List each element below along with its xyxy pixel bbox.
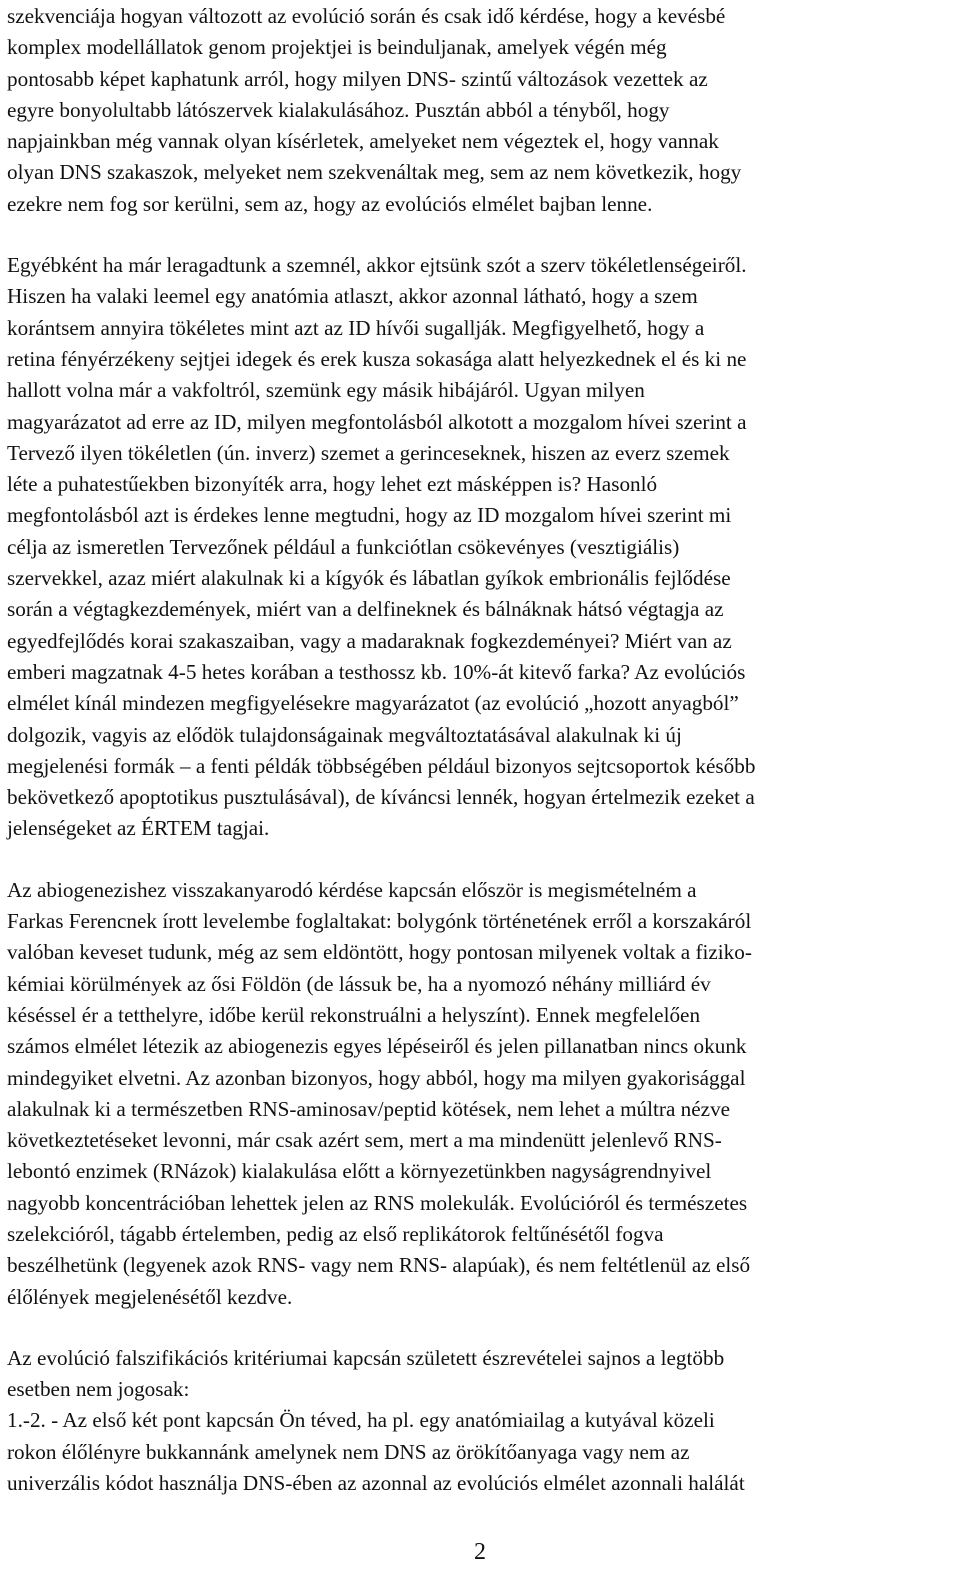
document-body [7, 1, 955, 1499]
paragraph-eye-evolution [7, 1, 955, 220]
text-line: komplex modellállatok genom projektjei is beinduljanak, amelyek végén még [7, 35, 667, 60]
text-line: esetben nem jogosak: [7, 1377, 190, 1402]
text-line: egyre bonyolultabb látószervek kialakulásához. Pusztán abból a tényből, hogy [7, 97, 670, 122]
paragraph-spacer [7, 220, 955, 250]
paragraph-falsification [7, 1343, 955, 1499]
text-line: Az abiogenezishez visszakanyarodó kérdése kapcsán először is megismételném a [7, 877, 697, 902]
text-line: megjelenési formák – a fenti példák többségében például bizonyos sejtcsoportok később [7, 753, 756, 778]
text-line: retina fényérzékeny sejtjei idegek és erek kusza sokasága alatt helyezkednek el és ki ne [7, 346, 747, 371]
text-line: egyedfejlődés korai szakaszaiban, vagy a madaraknak fogkezdeményei? Miért van az [7, 628, 732, 653]
text-line: olyan DNS szakaszok, melyeket nem szekvenáltak meg, sem az nem következik, hogy [7, 160, 742, 185]
text-line: alakulnak ki a természetben RNS-aminosav/peptid kötések, nem lehet a múltra nézve [7, 1096, 731, 1121]
text-line: mindegyiket elvetni. Az azonban bizonyos, hogy abból, hogy ma milyen gyakorisággal [7, 1065, 746, 1090]
paragraph-eye-imperfections [7, 250, 955, 845]
text-line: univerzális kódot használja DNS-ében az azonnal az evolúciós elmélet azonnali halálát [7, 1471, 745, 1496]
text-line: szervekkel, azaz miért alakulnak ki a kígyók és lábatlan gyíkok embrionális fejlődése [7, 566, 731, 591]
paragraph-spacer [7, 1313, 955, 1343]
text-line: rokon élőlényre bukkannánk amelynek nem DNS az örökítőanyaga vagy nem az [7, 1439, 690, 1464]
text-line: lebontó enzimek (RNázok) kialakulása előtt a környezetünkben nagyságrendnyivel [7, 1159, 712, 1184]
text-line: élőlények megjelenésétől kezdve. [7, 1284, 293, 1309]
text-line: Farkas Ferencnek írott levelembe foglaltakat: bolygónk történetének erről a korszakáról [7, 909, 752, 934]
text-line: következtetéseket levonni, már csak azért sem, mert a ma mindenütt jelenlevő RNS- [7, 1128, 722, 1153]
text-line: célja az ismeretlen Tervezőnek például a funkciótlan csökevényes (vesztigiális) [7, 534, 680, 559]
text-line: hallott volna már a vakfoltról, szemünk egy másik hibájáról. Ugyan milyen [7, 378, 645, 403]
text-line: Tervező ilyen tökéletlen (ún. inverz) szemet a gerinceseknek, hiszen az everz szemek [7, 440, 730, 465]
text-line: nagyobb koncentrációban lehettek jelen az RNS molekulák. Evolúcióról és természetes [7, 1190, 748, 1215]
text-line: számos elmélet létezik az abiogenezis egyes lépéseiről és jelen pillanatban nincs okunk [7, 1034, 747, 1059]
paragraph-spacer [7, 845, 955, 875]
page-number: 2 [474, 1539, 486, 1565]
text-line: beszélhetünk (legyenek azok RNS- vagy nem RNS- alapúak), és nem feltétlenül az első [7, 1253, 751, 1278]
text-line: során a végtagkezdemények, miért van a delfineknek és bálnáknak hátsó végtagja az [7, 597, 724, 622]
paragraph-abiogenesis [7, 875, 955, 1313]
text-line: Hiszen ha valaki leemel egy anatómia atlaszt, akkor azonnal látható, hogy a szem [7, 284, 698, 309]
text-line: jelenségeket az ÉRTEM tagjai. [7, 816, 270, 841]
text-line: megfontolásból azt is érdekes lenne megtudni, hogy az ID mozgalom hívei szerint mi [7, 503, 732, 528]
text-line: szelekcióról, tágabb értelemben, pedig az első replikátorok feltűnésétől fogva [7, 1221, 664, 1246]
text-line: kémiai körülmények az ősi Földön (de lássuk be, ha a nyomozó néhány milliárd év [7, 971, 711, 996]
text-line: emberi magzatnak 4-5 hetes korában a testhossz kb. 10%-át kitevő farka? Az evolúciós [7, 659, 746, 684]
text-line: elmélet kínál mindezen megfigyelésekre magyarázatot (az evolúció „hozott anyagból” [7, 691, 739, 716]
text-line: magyarázatot ad erre az ID, milyen megfontolásból alkotott a mozgalom hívei szerint a [7, 409, 747, 434]
text-line: léte a puhatestűekben bizonyíték arra, hogy lehet ezt másképpen is? Hasonló [7, 472, 658, 497]
text-line: Az evolúció falszifikációs kritériumai kapcsán született észrevételei sajnos a legtöbb [7, 1345, 725, 1370]
text-line: dolgozik, vagyis az elődök tulajdonságainak megváltoztatásával alakulnak ki új [7, 722, 682, 747]
text-line: korántsem annyira tökéletes mint azt az ID hívői sugallják. Megfigyelhető, hogy a [7, 315, 705, 340]
text-line: valóban keveset tudunk, még az sem eldöntött, hogy pontosan milyenek voltak a fiziko- [7, 940, 752, 965]
text-line: szekvenciája hogyan változott az evolúció során és csak idő kérdése, hogy a kevésbé [7, 4, 726, 28]
text-line: napjainkban még vannak olyan kísérletek, amelyeket nem végeztek el, hogy vannak [7, 129, 719, 154]
text-line: késéssel ér a tetthelyre, időbe kerül rekonstruálni a helyszínt). Ennek megfelelően [7, 1002, 701, 1027]
text-line: bekövetkező apoptotikus pusztulásával), de kíváncsi lennék, hogyan értelmezik ezeket a [7, 785, 755, 810]
text-line: Egyébként ha már leragadtunk a szemnél, akkor ejtsünk szót a szerv tökéletlenségeiről. [7, 253, 747, 278]
text-line: 1.-2. - Az első két pont kapcsán Ön téved, ha pl. egy anatómiailag a kutyával közeli [7, 1408, 715, 1433]
text-line: pontosabb képet kaphatunk arról, hogy milyen DNS- szintű változások vezettek az [7, 66, 708, 91]
text-line: ezekre nem fog sor kerülni, sem az, hogy az evolúciós elmélet bajban lenne. [7, 191, 653, 216]
